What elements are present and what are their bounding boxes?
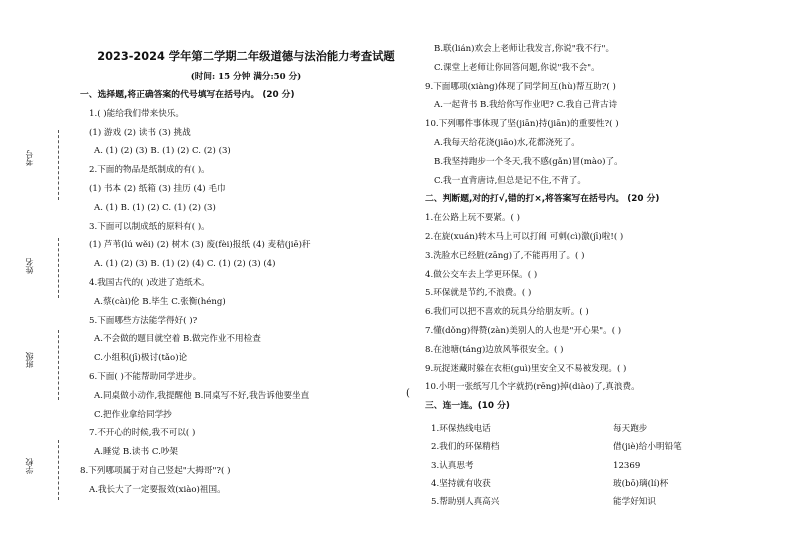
question-line: 3.下面可以制成纸的原料有( )。	[89, 221, 210, 232]
question-line: 10.小明一张纸写几个字就扔(rēng)掉(diào)了,真浪费。	[425, 382, 640, 393]
question-line: 5.环保就是节约,不浪费。( )	[425, 288, 532, 299]
question-line: 2.下面的物品是纸制成的有( )。	[89, 165, 210, 176]
question-line: 9.下面哪项(xiàng)体现了同学间互(hù)帮互助?( )	[425, 81, 616, 92]
question-line: A. (1) (2) (3) B. (1) (2) (4) C. (1) (2) (3) (4)	[94, 259, 276, 270]
section-heading: 一、选择题,将正确答案的代号填写在括号内。 (20 分)	[80, 90, 295, 100]
question-line: 8.在池塘(táng)边放风筝很安全。( )	[425, 344, 564, 355]
matching-right-item: 每天跑步	[613, 424, 648, 434]
matching-right-item: 12369	[613, 460, 641, 471]
margin-label-exam-number: 考号	[25, 150, 34, 166]
margin-label-name: 姓名	[25, 258, 34, 274]
margin-divider	[58, 440, 59, 500]
matching-right-item: 借(jiè)给小明铅笔	[613, 442, 682, 453]
section-heading: 二、判断题,对的打√,错的打×,将答案写在括号内。 (20 分)	[425, 194, 660, 205]
matching-left-item: 2.我们的环保精档	[431, 442, 500, 453]
matching-row	[425, 493, 755, 511]
question-line: 5.下面哪些方法能学得好( )?	[89, 315, 198, 326]
question-line: 2.在旋(xuán)转木马上可以打闹 可刺(cì)激(jī)啦!( )	[425, 231, 624, 242]
matching-left-item: 3.认真思考	[431, 460, 474, 471]
question-line: A. (1) B. (1) (2) C. (1) (2) (3)	[94, 202, 216, 213]
question-line: 6.我们可以把不喜欢的玩具分给朋友听。( )	[425, 307, 589, 318]
question-line: C.课堂上老师让你回答问题,你说"我不会"。	[434, 62, 600, 73]
question-line: 10.下列哪件事体现了坚(jiān)持(jiān)的重要性?( )	[425, 119, 619, 130]
question-line: 8.下列哪项属于对自己竖起"大拇哥"?( )	[80, 465, 231, 476]
question-line: 1.在公路上玩不要紧。( )	[425, 213, 520, 224]
question-line: A.一起背书 B.我给你写作业吧? C.我自己背古诗	[434, 100, 618, 111]
stray-parenthesis: (	[406, 388, 410, 399]
question-line: 3.洗脸水已经脏(zāng)了,不能再用了。( )	[425, 250, 585, 261]
question-line: A.不会做的题目就空着 B.做完作业不用检查	[94, 334, 261, 345]
question-line: A.我每天给花浇(jiāo)水,花都浇死了。	[434, 137, 580, 148]
question-line: B.我坚持跑步一个冬天,我不感(gǎn)冒(mào)了。	[434, 156, 623, 167]
question-line: 4.我国古代的( )改进了造纸术。	[89, 277, 210, 288]
matching-right-item: 玻(bō)璃(lí)杯	[613, 478, 669, 489]
margin-divider	[58, 238, 59, 298]
section-heading: 三、连一连。(10 分)	[425, 401, 510, 412]
right-column	[425, 40, 775, 416]
question-line: 1.( )能给我们带来快乐。	[89, 108, 184, 119]
question-line: 6.下面( )不能帮助同学进步。	[89, 371, 202, 382]
question-line: (1) 芦苇(lú wěi) (2) 树木 (3) 废(fèi)报纸 (4) 麦秸(jiē)秆	[89, 240, 311, 251]
matching-row	[425, 420, 755, 438]
question-line: A. (1) (2) (3) B. (1) (2) C. (2) (3)	[94, 146, 231, 157]
matching-section	[425, 420, 755, 511]
question-line: 7.不开心的时候,我不可以( )	[89, 428, 196, 439]
question-line: A.我长大了一定要报效(xiào)祖国。	[89, 484, 226, 495]
margin-label-class: 班级	[25, 352, 34, 368]
question-line: 4.做公交车去上学更环保。( )	[425, 269, 538, 280]
matching-row	[425, 438, 755, 456]
question-line: A.蔡(cài)伦 B.毕生 C.张衡(héng)	[94, 296, 226, 307]
question-line: A.同桌做小动作,我提醒他 B.同桌写不好,我告诉他要坐直	[94, 390, 310, 401]
question-line: C.小组积(jī)极讨(tǎo)论	[94, 353, 188, 364]
matching-left-item: 5.帮助别人真高兴	[431, 497, 500, 508]
question-line: 7.懂(dǒng)得赞(zàn)美别人的人也是"开心果"。( )	[425, 325, 622, 336]
question-line: (1) 游戏 (2) 读书 (3) 挑战	[89, 127, 191, 138]
margin-label-school: 学校	[25, 458, 34, 474]
question-line: A.睡觉 B.读书 C.吵架	[94, 447, 179, 458]
exam-subtitle: (时间: 15 分钟 满分:50 分)	[190, 72, 302, 82]
question-line: (1) 书本 (2) 纸箱 (3) 挂历 (4) 毛巾	[89, 183, 226, 194]
matching-row	[425, 475, 755, 493]
left-column	[80, 86, 410, 500]
question-line: C.我一直背唐诗,但总是记不住,不背了。	[434, 175, 586, 186]
margin-divider	[58, 130, 59, 200]
exam-title: 2023-2024 学年第二学期二年级道德与法治能力考查试题	[97, 50, 395, 63]
matching-left-item: 1.环保热线电话	[431, 424, 491, 434]
margin-divider	[58, 330, 59, 400]
matching-left-item: 4.坚持就有收获	[431, 478, 491, 489]
question-line: 9.玩捉迷藏时躲在衣柜(guì)里安全又不易被发现。( )	[425, 363, 627, 374]
matching-row	[425, 457, 755, 475]
matching-right-item: 能学好知识	[613, 497, 656, 508]
question-line: C.把作业拿给同学抄	[94, 409, 172, 420]
question-line: B.联(lián)欢会上老师让我发言,你说"我不行"。	[434, 44, 615, 54]
